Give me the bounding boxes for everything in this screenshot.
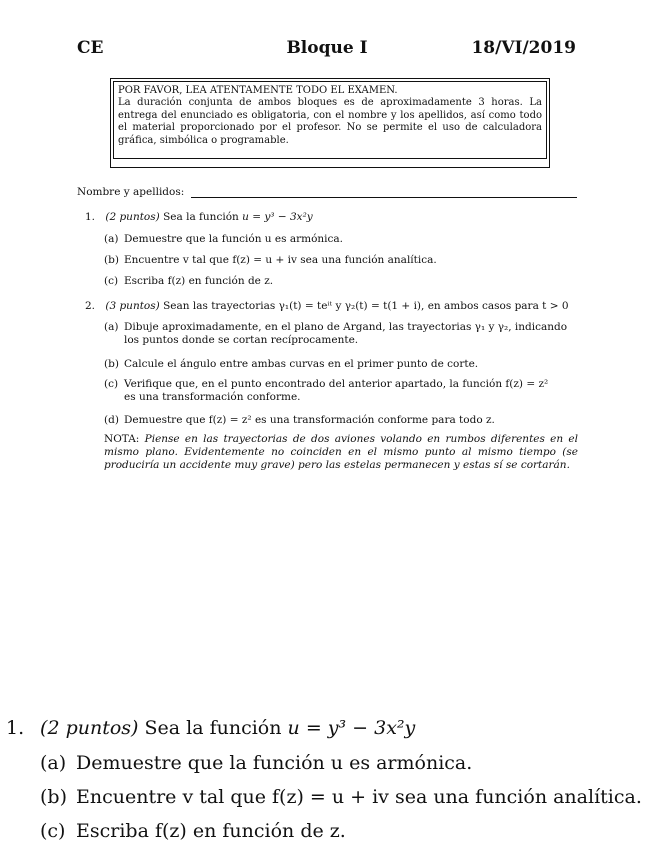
q2-part-a-line2: los puntos donde se cortan recíprocamente.: [124, 334, 359, 346]
q2-part-a-label: (a): [104, 321, 119, 333]
q2-part-d-line1: Demuestre que f(z) = z² es una transformación conforme para todo z.: [124, 414, 495, 426]
q2-part-c-line2: es una transformación conforme.: [124, 391, 301, 403]
q2-part-c: [104, 378, 579, 404]
q1-zoom-part-b-label: (b): [40, 786, 67, 808]
q1-zoom-number: 1.: [6, 717, 25, 739]
q2-part-c-label: (c): [104, 378, 119, 390]
q1-part-a-text: Demuestre que la función u es armónica.: [124, 233, 344, 245]
q1-zoom-part-a-text: Demuestre que la función u es armónica.: [76, 752, 473, 774]
q1-zoom-part-a-label: (a): [40, 752, 67, 774]
q1-part-a-label: (a): [104, 233, 119, 245]
q1-part-c-text: Escriba f(z) en función de z.: [124, 275, 274, 287]
q1-zoom-part-b: [40, 785, 642, 809]
q1-points: (2 puntos): [105, 211, 160, 223]
q2-number: 2.: [85, 300, 96, 312]
q2-points: (3 puntos): [105, 300, 160, 312]
q1-part-b-text: Encuentre v tal que f(z) = u + iv sea una función analítica.: [124, 254, 437, 266]
q2-part-a: [104, 321, 579, 347]
q2-part-a-line1: Dibuje aproximadamente, en el plano de Argand, las trayectorias γ₁ y γ₂, indicando: [124, 321, 568, 333]
q1-part-b: [104, 254, 579, 267]
q1-zoom-statement: [6, 716, 415, 740]
q1-zoom-intro: Sea la función: [144, 717, 282, 739]
q2-part-b-label: (b): [104, 358, 119, 370]
q1-zoom-formula: u = y³ − 3x²y: [287, 717, 416, 739]
q1-zoom-part-c-text: Escriba f(z) en función de z.: [76, 820, 346, 842]
q1-part-b-label: (b): [104, 254, 119, 266]
q2-part-b: [104, 358, 579, 371]
notice-body: La duración conjunta de ambos bloques es de aproximadamente 3 horas. La entrega del enunciado es obligatoria, con el nombre y los apellidos, así como todo el material proporcionado por el profesor. No se permite el uso de calculadora gráfica, simbólica o programable.: [118, 97, 542, 146]
notice-box: [110, 78, 550, 168]
q2-statement: [85, 300, 585, 313]
q1-zoom-points: (2 puntos): [40, 717, 139, 739]
q2-part-c-line1: Verifique que, en el punto encontrado del anterior apartado, la función f(z) = z²: [124, 378, 549, 390]
q2-part-d-label: (d): [104, 414, 119, 426]
q1-part-c-label: (c): [104, 275, 119, 287]
name-line: [191, 197, 577, 198]
q1-part-a: [104, 233, 579, 246]
q1-zoom-part-c: [40, 819, 346, 843]
course-code: CE: [77, 38, 104, 58]
q2-part-d: [104, 414, 579, 427]
exam-date: 18/VI/2019: [471, 38, 576, 58]
q1-zoom-part-b-text: Encuentre v tal que f(z) = u + iv sea una función analítica.: [76, 786, 642, 808]
notice-inner: [113, 81, 547, 159]
q2-part-b-line1: Calcule el ángulo entre ambas curvas en el primer punto de corte.: [124, 358, 479, 370]
q2-note-label: NOTA:: [104, 433, 140, 445]
q1-zoom-part-c-label: (c): [40, 820, 66, 842]
q2-text: Sean las trayectorias γ₁(t) = teⁱᵗ y γ₂(t) = t(1 + i), en ambos casos para t > 0: [163, 300, 569, 312]
q1-intro: Sea la función: [163, 211, 239, 223]
q1-statement: [85, 211, 313, 224]
q1-part-c: [104, 275, 579, 288]
q1-zoom-part-a: [40, 751, 472, 775]
q2-note: [104, 433, 578, 472]
q2-note-text: Piense en las trayectorias de dos aviones volando en rumbos diferentes en el mismo plano. Evidentemente no coinciden en el mismo punto al mismo tiempo (se produciría un accidente muy grave) pero las estelas permanecen y estas sí se cortarán.: [104, 433, 578, 471]
q1-formula: u = y³ − 3x²y: [242, 211, 313, 223]
name-label: Nombre y apellidos:: [77, 186, 185, 198]
exam-title: Bloque I: [286, 38, 368, 58]
notice-heading: POR FAVOR, LEA ATENTAMENTE TODO EL EXAMEN.: [118, 85, 398, 96]
q1-number: 1.: [85, 211, 96, 223]
